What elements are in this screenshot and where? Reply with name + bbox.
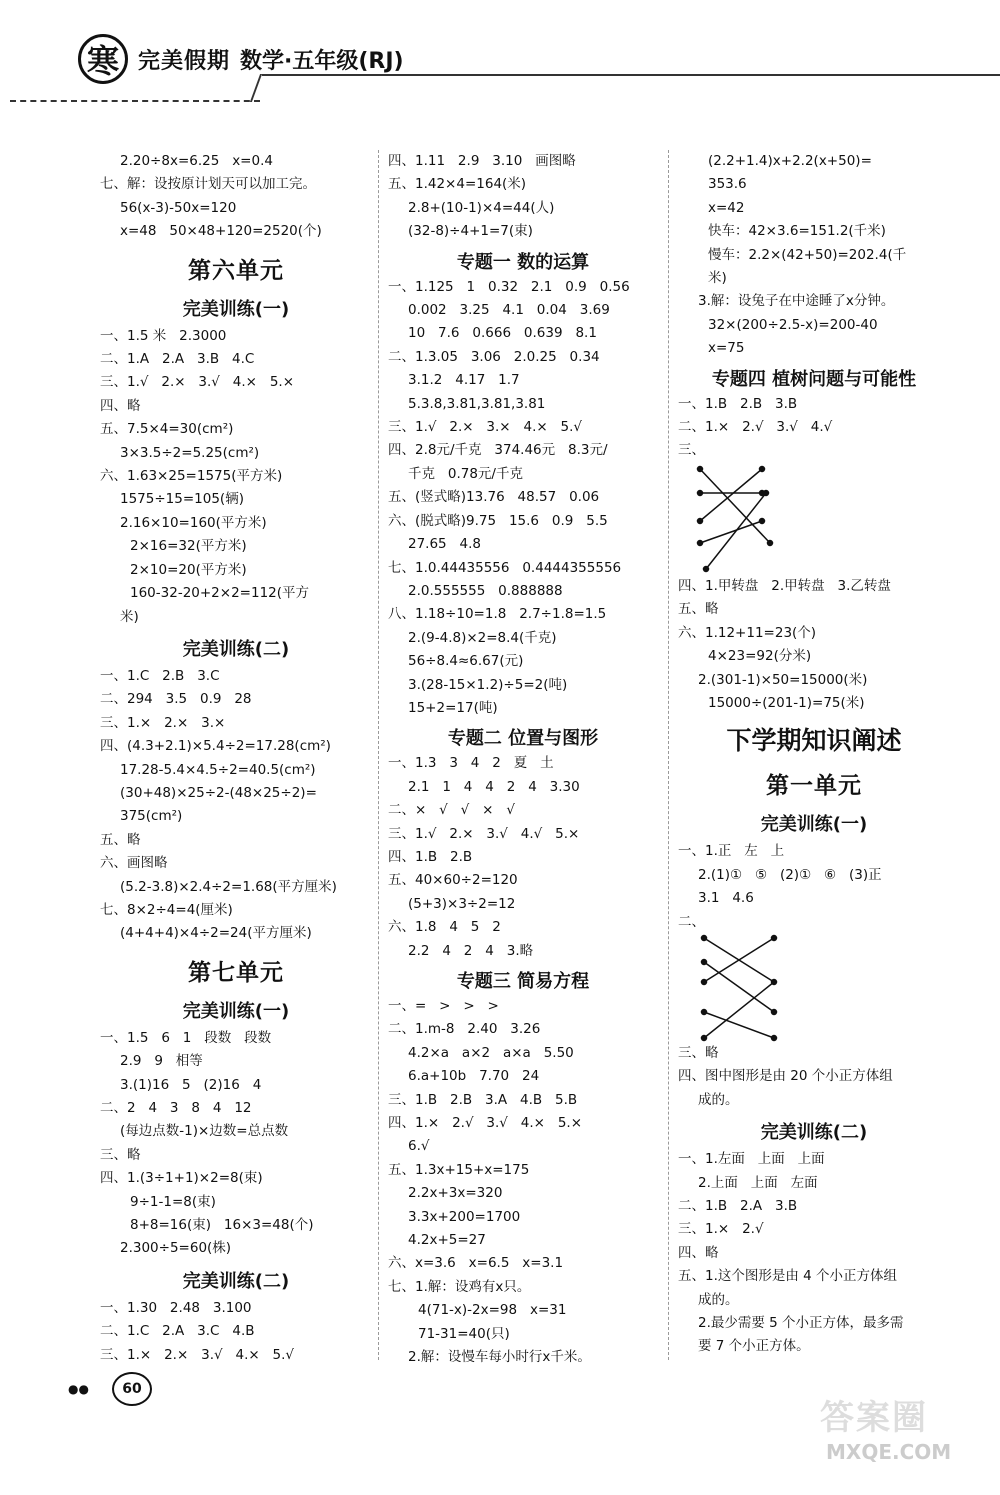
answer-line: 四、1.11 2.9 3.10 画图略 bbox=[388, 153, 576, 169]
page-footer bbox=[60, 1364, 220, 1414]
answer-line: (4+4+4)×4÷2=24(平方厘米) bbox=[120, 925, 312, 942]
answer-line: 二、 bbox=[678, 913, 705, 930]
answer-line: 2.(1)① ⑤ (2)① ⑥ (3)正 bbox=[698, 866, 882, 883]
answer-line: 三、略 bbox=[100, 1146, 141, 1163]
answer-line: 四、略 bbox=[678, 1244, 719, 1261]
answer-line: 2.最少需要 5 个小正方体，最多需 bbox=[698, 1315, 904, 1331]
unit-heading: 第七单元 bbox=[188, 959, 284, 986]
answer-line: 一、1.左面 上面 上面 bbox=[678, 1151, 825, 1168]
answer-line: 2×10=20(平方米) bbox=[130, 561, 247, 578]
matching-diagram-2 bbox=[678, 934, 798, 1042]
answer-line: 375(cm²) bbox=[120, 808, 183, 825]
answer-line: 1575÷15=105(辆) bbox=[120, 491, 244, 508]
answer-line: 三、1.× 2.× 3.√ 4.× 5.√ bbox=[100, 1346, 295, 1363]
answer-line: 四、2.8元/千克 374.46元 8.3元/ bbox=[388, 442, 608, 459]
answer-line: 三、略 bbox=[678, 1044, 719, 1061]
answer-line: x=48 50×48+120=2520(个) bbox=[120, 223, 322, 240]
answer-line: 4(71-x)-2x=98 x=31 bbox=[418, 1302, 567, 1319]
header-slash bbox=[250, 74, 262, 102]
topic-heading: 专题四 植树问题与可能性 bbox=[711, 368, 917, 390]
answer-line: 四、1.甲转盘 2.甲转盘 3.乙转盘 bbox=[678, 577, 891, 594]
answer-line: 3.1 4.6 bbox=[698, 890, 754, 907]
page-number: 60 bbox=[112, 1372, 152, 1406]
section-heading: 下学期知识阐述 bbox=[726, 726, 902, 756]
answer-line: 15000÷(201-1)=75(米) bbox=[708, 694, 865, 711]
answer-line: 2.8+(10-1)×4=44(人) bbox=[408, 199, 555, 216]
answer-line: 6.a+10b 7.70 24 bbox=[408, 1068, 540, 1085]
page-header bbox=[0, 0, 1000, 110]
answer-line: 四、1.× 2.√ 3.√ 4.× 5.× bbox=[388, 1115, 583, 1132]
answer-line: 6.√ bbox=[408, 1138, 430, 1155]
answer-line: 六、1.63×25=1575(平方米) bbox=[100, 468, 283, 485]
answer-line: 4×23=92(分米) bbox=[708, 648, 812, 665]
watermark-logo: 答案圈 bbox=[820, 1398, 928, 1438]
winter-logo-icon: 寒 bbox=[78, 34, 128, 84]
answer-line: 慢车：2.2×(42+50)=202.4(千 bbox=[708, 246, 907, 263]
answer-line: 成的。 bbox=[698, 1291, 739, 1308]
topic-heading: 专题二 位置与图形 bbox=[447, 728, 599, 750]
answer-line: 五、7.5×4=30(cm²) bbox=[100, 421, 234, 438]
book-subject: 数学·五年级(RJ) bbox=[240, 49, 404, 74]
matching-diagram bbox=[678, 463, 798, 575]
answer-line: (5+3)×3÷2=12 bbox=[408, 895, 516, 912]
answer-line: 米) bbox=[708, 270, 727, 287]
answer-line: 四、略 bbox=[100, 397, 141, 414]
answer-line: 二、294 3.5 0.9 28 bbox=[100, 691, 252, 708]
answer-line: 五、略 bbox=[100, 831, 141, 848]
answer-line: (每边点数-1)×边数=总点数 bbox=[120, 1123, 289, 1140]
answer-line: 2.2x+3x=320 bbox=[408, 1185, 503, 1202]
column-divider bbox=[668, 150, 669, 1360]
answer-line: 二、1.× 2.√ 3.√ 4.√ bbox=[678, 419, 833, 436]
training-heading: 完美训练(一) bbox=[760, 814, 868, 836]
answer-line: 56÷8.4≈6.67(元) bbox=[408, 653, 524, 670]
answer-line: 2.(301-1)×50=15000(米) bbox=[698, 671, 868, 688]
topic-heading: 专题三 简易方程 bbox=[456, 971, 590, 992]
answer-line: (5.2-3.8)×2.4÷2=1.68(平方厘米) bbox=[120, 878, 337, 895]
answer-line: 二、1.C 2.A 3.C 4.B bbox=[100, 1323, 255, 1340]
answer-line: 3.(1)16 5 (2)16 4 bbox=[120, 1076, 262, 1093]
answer-line: 五、1.这个图形是由 4 个小正方体组 bbox=[678, 1268, 898, 1285]
answer-line: 四、图中图形是由 20 个小正方体组 bbox=[678, 1068, 893, 1085]
book-title: 完美假期 bbox=[138, 49, 231, 74]
answer-line: 一、1.3 3 4 2 夏 土 bbox=[388, 755, 554, 772]
answer-line: 七、解：设按原计划天可以加工完。 bbox=[100, 176, 316, 193]
training-heading: 完美训练(二) bbox=[182, 1270, 290, 1292]
answer-line: 三、 bbox=[678, 442, 705, 459]
answer-line: 二、2 4 3 8 4 12 bbox=[100, 1100, 252, 1116]
unit-heading: 第六单元 bbox=[188, 257, 284, 284]
answer-line: 三、1.√ 2.× 3.√ 4.× 5.× bbox=[100, 374, 295, 391]
answer-line: 4.2x+5=27 bbox=[408, 1232, 486, 1249]
answer-line: 71-31=40(只) bbox=[418, 1325, 510, 1342]
column-divider bbox=[378, 150, 379, 1360]
header-rule bbox=[262, 74, 1000, 76]
answer-line: 一、1.B 2.B 3.B bbox=[678, 395, 798, 412]
answer-line: 3.(28-15×1.2)÷5=2(吨) bbox=[408, 676, 568, 693]
answer-line: 2×16=32(平方米) bbox=[130, 538, 247, 555]
training-heading: 完美训练(二) bbox=[760, 1122, 868, 1144]
answer-line: 三、1.√ 2.× 3.× 4.× 5.√ bbox=[388, 419, 583, 436]
answer-line: 三、1.√ 2.× 3.√ 4.√ 5.× bbox=[388, 825, 580, 842]
answer-line: 2.1 1 4 4 2 4 3.30 bbox=[408, 778, 580, 795]
answer-line: (32-8)÷4+1=7(束) bbox=[408, 223, 533, 240]
answer-line: 二、× √ √ × √ bbox=[388, 802, 515, 819]
topic-heading: 专题一 数的运算 bbox=[456, 251, 590, 273]
answer-line: 一、1.5 6 1 段数 段数 bbox=[100, 1029, 272, 1046]
header-dashed-rule bbox=[10, 100, 260, 102]
answer-line: 2.300÷5=60(株) bbox=[120, 1240, 232, 1257]
answer-line: 三、1.B 2.B 3.A 4.B 5.B bbox=[388, 1091, 578, 1108]
answer-line: 2.上面 上面 左面 bbox=[698, 1174, 818, 1191]
answer-line: 一、1.30 2.48 3.100 bbox=[100, 1299, 252, 1316]
answer-line: 米) bbox=[120, 608, 139, 625]
answer-line: 成的。 bbox=[698, 1091, 739, 1108]
answer-line: 9÷1-1=8(束) bbox=[130, 1193, 216, 1210]
answer-line: x=42 bbox=[708, 199, 745, 216]
answer-column-3 bbox=[678, 150, 950, 1359]
answer-column-2 bbox=[388, 150, 658, 1370]
answer-line: 2.20÷8x=6.25 x=0.4 bbox=[120, 153, 273, 169]
answer-line: 4.2×a a×2 a×a 5.50 bbox=[408, 1044, 574, 1061]
answer-line: 千克 0.78元/千克 bbox=[408, 465, 523, 482]
answer-line: 快车：42×3.6=151.2(千米) bbox=[708, 223, 886, 240]
watermark-url: MXQE.COM bbox=[826, 1440, 952, 1464]
answer-line: 27.65 4.8 bbox=[408, 536, 481, 553]
answer-line: 七、8×2÷4=4(厘米) bbox=[100, 901, 233, 918]
answer-column-1 bbox=[100, 150, 372, 1367]
answer-line: 2.16×10=160(平方米) bbox=[120, 514, 267, 531]
answer-line: 五、1.42×4=164(米) bbox=[388, 176, 527, 193]
answer-line: 四、1.(3÷1+1)×2=8(束) bbox=[100, 1170, 263, 1187]
answer-line: 3.1.2 4.17 1.7 bbox=[408, 372, 520, 389]
answer-line: (30+48)×25÷2-(48×25÷2)= bbox=[120, 784, 317, 801]
answer-line: 56(x-3)-50x=120 bbox=[120, 199, 237, 216]
answer-line: 二、1.3.05 3.06 2.0.25 0.34 bbox=[388, 348, 600, 365]
training-heading: 完美训练(二) bbox=[182, 638, 290, 660]
answer-line: 要 7 个小正方体。 bbox=[698, 1338, 810, 1355]
answer-line: 四、(4.3+2.1)×5.4÷2=17.28(cm²) bbox=[100, 738, 331, 755]
answer-line: 3×3.5÷2=5.25(cm²) bbox=[120, 444, 260, 461]
answer-line: 32×(200÷2.5-x)=200-40 bbox=[708, 316, 878, 333]
answer-line: 17.28-5.4×4.5÷2=40.5(cm²) bbox=[120, 761, 316, 778]
answer-line: 五、(竖式略)13.76 48.57 0.06 bbox=[388, 489, 600, 506]
answer-line: 353.6 bbox=[708, 176, 747, 193]
answer-line: 二、1.A 2.A 3.B 4.C bbox=[100, 351, 255, 368]
answer-line: 2.(9-4.8)×2=8.4(千克) bbox=[408, 629, 557, 646]
answer-line: 15+2=17(吨) bbox=[408, 699, 498, 716]
footer-dots-icon: ●● bbox=[68, 1382, 89, 1396]
answer-line: 一、1.正 左 上 bbox=[678, 843, 785, 860]
answer-line: x=75 bbox=[708, 340, 745, 357]
answer-line: 八、1.18÷10=1.8 2.7÷1.8=1.5 bbox=[388, 606, 607, 623]
answer-line: 8+8=16(束) 16×3=48(个) bbox=[130, 1217, 314, 1234]
answer-line: 一、1.125 1 0.32 2.1 0.9 0.56 bbox=[388, 278, 630, 295]
training-heading: 完美训练(一) bbox=[182, 1000, 290, 1022]
answer-line: 三、1.× 2.× 3.× bbox=[100, 714, 226, 731]
answer-line: 3.解：设兔子在中途睡了x分钟。 bbox=[698, 293, 895, 310]
answer-line: 一、1.5 米 2.3000 bbox=[100, 327, 227, 344]
answer-line: 二、1.B 2.A 3.B bbox=[678, 1197, 798, 1214]
answer-line: 2.0.555555 0.888888 bbox=[408, 582, 563, 599]
answer-line: 2.2 4 2 4 3.略 bbox=[408, 942, 534, 959]
training-heading: 完美训练(一) bbox=[182, 298, 290, 320]
unit-heading: 第一单元 bbox=[766, 773, 862, 800]
answer-line: 二、1.m-8 2.40 3.26 bbox=[388, 1021, 541, 1038]
answer-line: 3.3x+200=1700 bbox=[408, 1208, 521, 1225]
answer-line: 六、(脱式略)9.75 15.6 0.9 5.5 bbox=[388, 512, 608, 529]
answer-line: 四、1.B 2.B bbox=[388, 848, 473, 865]
answer-line: 六、1.12+11=23(个) bbox=[678, 624, 817, 641]
answer-line: 2.解：设慢车每小时行x千米。 bbox=[408, 1349, 591, 1366]
answer-line: 七、1.0.44435556 0.4444355556 bbox=[388, 559, 622, 576]
answer-line: (2.2+1.4)x+2.2(x+50)= bbox=[708, 153, 872, 169]
answer-line: 五、40×60÷2=120 bbox=[388, 872, 518, 889]
answer-line: 六、画图略 bbox=[100, 855, 168, 872]
answer-line: 10 7.6 0.666 0.639 8.1 bbox=[408, 325, 597, 342]
answer-line: 2.9 9 相等 bbox=[120, 1053, 203, 1070]
answer-line: 一、1.C 2.B 3.C bbox=[100, 667, 220, 684]
answer-line: 六、x=3.6 x=6.5 x=3.1 bbox=[388, 1255, 564, 1272]
answer-line: 5.3.8,3.81,3.81,3.81 bbox=[408, 395, 546, 412]
answer-line: 五、略 bbox=[678, 601, 719, 618]
answer-line: 0.002 3.25 4.1 0.04 3.69 bbox=[408, 302, 610, 319]
answer-line: 160-32-20+2×2=112(平方 bbox=[130, 585, 310, 602]
answer-line: 三、1.× 2.√ bbox=[678, 1221, 764, 1238]
answer-line: 七、1.解：设鸡有x只。 bbox=[388, 1278, 531, 1295]
answer-line: 六、1.8 4 5 2 bbox=[388, 919, 501, 936]
answer-line: 五、1.3x+15+x=175 bbox=[388, 1161, 530, 1178]
answer-line: 一、= > > > bbox=[388, 998, 499, 1014]
